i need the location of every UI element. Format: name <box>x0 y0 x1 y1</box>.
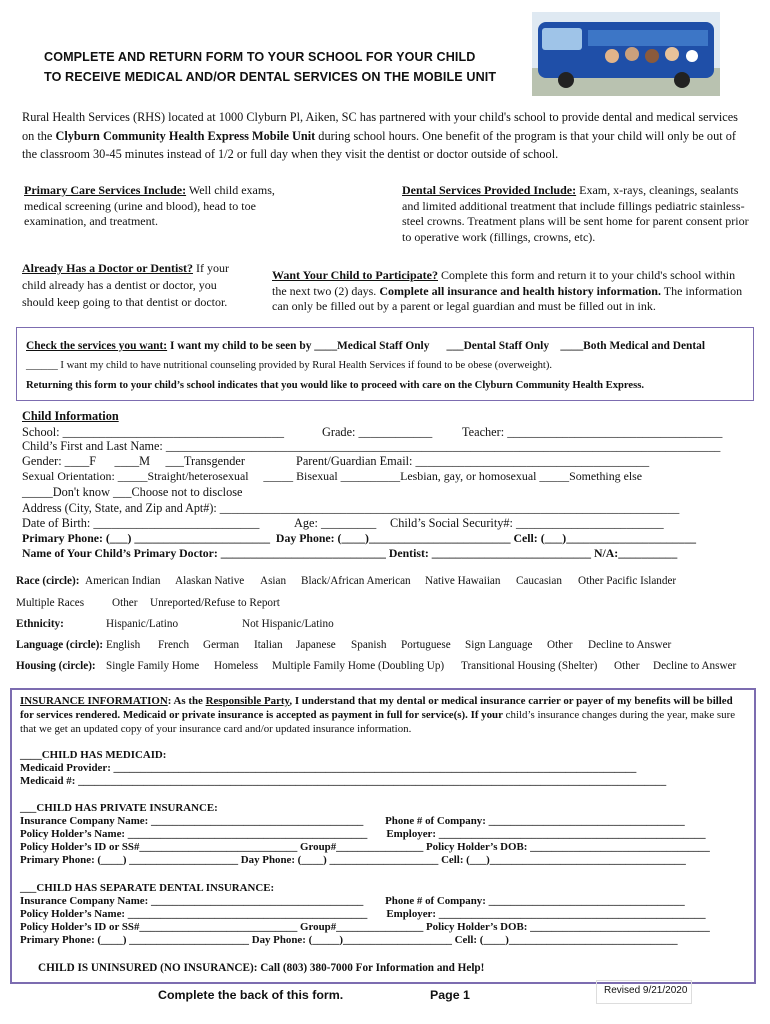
language-decline[interactable]: Decline to Answer <box>588 639 672 651</box>
ethnicity-hispanic[interactable]: Hispanic/Latino <box>106 618 179 630</box>
revised-date: Revised 9/21/2020 <box>604 985 688 996</box>
services-choice: Check the services you want: I want my child to be seen by ____Medical Staff Only ___Dental Staff Only ____Both Medical and Dental <box>26 340 706 352</box>
private-holder-field[interactable]: Policy Holder’s Name: ____________________________________________ Employer: _________________________________________________ <box>20 828 706 840</box>
child-info-heading: Child Information <box>22 409 119 423</box>
ethnicity-label: Ethnicity: <box>16 618 64 630</box>
ethnicity-not-hispanic[interactable]: Not Hispanic/Latino <box>242 618 334 630</box>
race-label: Race (circle): <box>16 575 80 587</box>
dental-insurance-heading[interactable]: ___CHILD HAS SEPARATE DENTAL INSURANCE: <box>20 882 275 894</box>
complete-back-note: Complete the back of this form. <box>158 988 344 1002</box>
private-phone-field[interactable]: Primary Phone: (____) ____________________ Day Phone: (____) ____________________ Cell: (___)____________________________________ <box>20 854 686 866</box>
dental-company-field[interactable]: Insurance Company Name: _______________________________________ Phone # of Company: ____________________________________ <box>20 895 685 907</box>
housing-other[interactable]: Other <box>614 660 640 672</box>
sexual-orientation-field[interactable]: Sexual Orientation: _____Straight/heterosexual _____ Bisexual __________Lesbian, gay, or homosexual _____Something else <box>22 469 643 483</box>
race-pacific-islander[interactable]: Other Pacific Islander <box>578 575 677 587</box>
school-field[interactable]: School: ____________________________________ <box>22 425 284 439</box>
language-italian[interactable]: Italian <box>254 639 283 651</box>
housing-transitional[interactable]: Transitional Housing (Shelter) <box>461 660 598 672</box>
doctor-dentist-fields[interactable]: Name of Your Child’s Primary Doctor: ____________________________ Dentist: ___________________________ N/A:__________ <box>22 546 678 560</box>
race-american-indian[interactable]: American Indian <box>85 575 161 587</box>
language-german[interactable]: German <box>203 639 240 651</box>
medicaid-number-field[interactable]: Medicaid #: ____________________________________________________________________________________________________________ <box>20 775 667 787</box>
language-portuguese[interactable]: Portuguese <box>401 639 451 651</box>
language-other[interactable]: Other <box>547 639 573 651</box>
language-japanese[interactable]: Japanese <box>296 639 336 651</box>
private-insurance-heading[interactable]: ___CHILD HAS PRIVATE INSURANCE: <box>20 802 218 814</box>
child-name-field[interactable]: Child’s First and Last Name: ___________________________________________________________________________________________ <box>22 439 721 453</box>
race-caucasian[interactable]: Caucasian <box>516 575 562 587</box>
ssn-field[interactable]: Child’s Social Security#: ________________________ <box>390 516 664 530</box>
dob-field[interactable]: Date of Birth: ___________________________ <box>22 516 260 530</box>
want-to-participate: Want Your Child to Participate? Complete this form and return it to your child's school within the next two (2) days. Complete all insurance and health history information. The information can only be filled out by a parent or legal guardian and must be filled out in ink. <box>272 268 743 314</box>
form-title-line-1: COMPLETE AND RETURN FORM TO YOUR SCHOOL FOR YOUR CHILD <box>44 50 476 64</box>
private-company-field[interactable]: Insurance Company Name: _______________________________________ Phone # of Company: ____________________________________ <box>20 815 685 827</box>
race-black[interactable]: Black/African American <box>301 575 411 587</box>
mobile-unit-bus-photo <box>532 12 720 96</box>
grade-field[interactable]: Grade: ____________ <box>322 425 433 439</box>
already-has-doctor: Already Has a Doctor or Dentist? If your child already has a dentist or doctor, you should keep going to that dentist or doctor. <box>22 261 229 309</box>
form-title-line-2: TO RECEIVE MEDICAL AND/OR DENTAL SERVICES ON THE MOBILE UNIT <box>44 70 497 84</box>
returning-form-note: Returning this form to your child’s school indicates that you would like to proceed with care on the Clyburn Community Health Express. <box>26 380 644 391</box>
page-number: Page 1 <box>430 988 470 1002</box>
race-alaskan-native[interactable]: Alaskan Native <box>175 575 245 587</box>
age-field[interactable]: Age: _________ <box>294 516 377 530</box>
language-french[interactable]: French <box>158 639 190 651</box>
housing-homeless[interactable]: Homeless <box>214 660 259 672</box>
language-label: Language (circle): <box>16 639 104 651</box>
medicaid-heading[interactable]: ____CHILD HAS MEDICAID: <box>20 749 167 761</box>
language-english[interactable]: English <box>106 639 141 651</box>
dental-id-field[interactable]: Policy Holder’s ID or SS#_____________________________ Group#________________ Policy Holder’s DOB: _________________________________ <box>20 921 710 933</box>
race-native-hawaiian[interactable]: Native Hawaiian <box>425 575 501 587</box>
teacher-field[interactable]: Teacher: ___________________________________ <box>462 425 723 439</box>
parent-email-field[interactable]: Parent/Guardian Email: ______________________________________ <box>296 454 650 468</box>
orientation-undisclosed[interactable]: _____Don't know ___Choose not to disclose <box>22 485 243 499</box>
housing-decline[interactable]: Decline to Answer <box>653 660 737 672</box>
housing-label: Housing (circle): <box>16 660 96 672</box>
private-id-field[interactable]: Policy Holder’s ID or SS#_____________________________ Group#________________ Policy Holder’s DOB: _________________________________ <box>20 841 710 853</box>
uninsured-note: CHILD IS UNINSURED (NO INSURANCE): Call (803) 380-7000 For Information and Help! <box>38 962 485 974</box>
dental-holder-field[interactable]: Policy Holder’s Name: ____________________________________________ Employer: _________________________________________________ <box>20 908 706 920</box>
housing-single-family[interactable]: Single Family Home <box>106 660 200 672</box>
language-sign[interactable]: Sign Language <box>465 639 533 651</box>
race-multiple[interactable]: Multiple Races <box>16 597 85 609</box>
medicaid-provider-field[interactable]: Medicaid Provider: ________________________________________________________________________________________________ <box>20 762 637 774</box>
language-spanish[interactable]: Spanish <box>351 639 387 651</box>
housing-multiple-family[interactable]: Multiple Family Home (Doubling Up) <box>272 660 445 672</box>
dental-phone-field[interactable]: Primary Phone: (____) ______________________ Day Phone: (_____)____________________ Cell: (____)_______________________________ <box>20 934 678 946</box>
race-asian[interactable]: Asian <box>260 575 287 587</box>
insurance-intro: INSURANCE INFORMATION: As the Responsible Party, I understand that my dental or medical insurance carrier or payer of my benefits will be billed for services rendered. Medicaid or private insurance is accepted as payment in full for service(s). If your child’s insurance changes during the year, make sure that we get an updated copy of your insurance card and/or updated insurance information. <box>20 695 736 735</box>
dental-services: Dental Services Provided Include: Exam, x-rays, cleanings, sealants and limited additional treatment that include fillings pediatric stainless-steel crowns. Treatment plans will be sent home for parent consent prior to operative work (fillings, crowns, etc). <box>402 183 749 244</box>
race-other[interactable]: Other <box>112 597 138 609</box>
intro-paragraph: Rural Health Services (RHS) located at 1000 Clyburn Pl, Aiken, SC has partnered with your child's school to provide dental and medical services on the Clyburn Community Health Express Mobile Unit during school hours. One benefit of the program is that your child will only be out of the classroom 30-45 minutes instead of 1/2 or full day when they visit the dentist or doctor outside of school. <box>22 110 738 162</box>
race-unreported[interactable]: Unreported/Refuse to Report <box>150 597 280 609</box>
primary-care-services: Primary Care Services Include: Well child exams, medical screening (urine and blood), head to toe examination, and treatment. <box>24 183 275 229</box>
phone-fields[interactable]: Primary Phone: (___) _______________________ Day Phone: (____)________________________ Cell: (___)______________________ <box>22 531 697 545</box>
gender-field[interactable]: Gender: ____F ____M ___Transgender <box>22 454 245 468</box>
address-field[interactable]: Address (City, State, and Zip and Apt#): ____________________________________________________________________________ <box>22 501 680 515</box>
nutrition-counseling: ______ I want my child to have nutritional counseling provided by Rural Health Services if found to be obese (overweight). <box>26 360 553 371</box>
